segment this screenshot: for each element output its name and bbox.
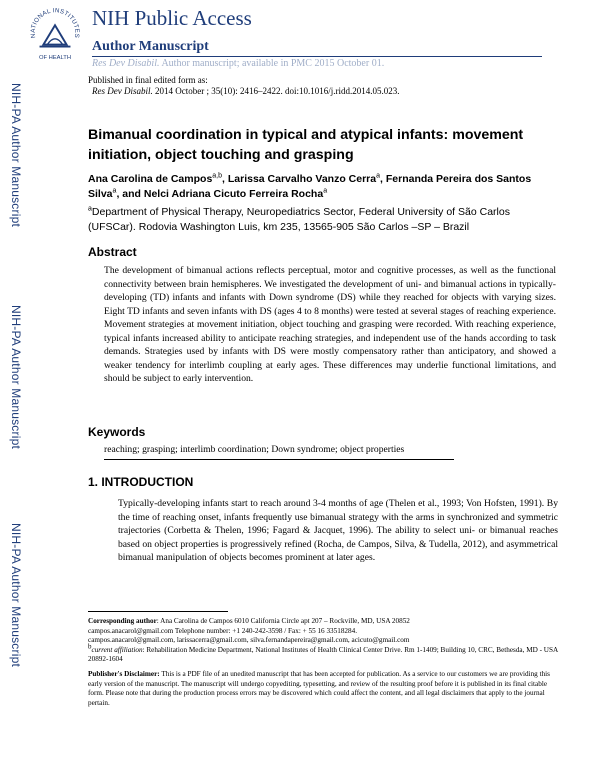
current-affiliation-label: current affiliation — [91, 645, 143, 654]
footnotes — [88, 617, 560, 665]
author-sup: a — [376, 172, 381, 180]
published-label: Published in final edited form as: — [88, 75, 208, 85]
email-line: campos.anacarol@gmail.com, larissacerra@gmail.com, silva.fernandapereira@gmail.com, acicuto@gmail.com — [88, 636, 410, 645]
pmc-availability-line — [92, 58, 384, 69]
svg-text:NATIONAL INSTITUTES: NATIONAL INSTITUTES — [29, 7, 81, 39]
intro-heading: 1. INTRODUCTION — [88, 475, 194, 489]
intro-text: Typically-developing infants start to reach around 3-4 months of age (Thelen et al., 1993; Von Hofsten, 1991). By the time of reaching onset, infants frequently use bimanual strategy with the arms in synchronized and symmetric trajectories (Corbetta & Thelen, 1996; Fagard & Jacquet, 1996). The ability to select uni- or bimanual reaches based on object properties is progressively refined (Rocha, de Campos, Silva, & Tudella, 2012), and asymmetrical bimanual manipulation of objects becomes prominent at later ages. — [118, 498, 558, 563]
footnote-divider — [88, 611, 228, 612]
author-separator: , — [380, 173, 386, 185]
side-label-bottom — [4, 500, 28, 690]
pmc-availability-text: Author manuscript; available in PMC 2015 October 01. — [159, 58, 385, 69]
publisher-disclaimer — [88, 670, 560, 708]
abstract-text: The development of bimanual actions reflects perceptual, motor and cognitive processes, as well as the functional connectivity between brain hemispheres. We investigated the development of uni- and bimanual actions in typically-developing (TD) infants and infants with Down syndrome (DS) while they reached for objects with varying sizes. Eight TD infants and seven infants with DS (ages 4 to 8 months) were tested at several stages of reaching experience. Movement strategies at movement initiation, object touching and grasping were recorded. With reaching experience, typical infants increased ability to anticipate reaching strategies, and independent use of the hands according to task demands. Strategies used by infants with DS were mostly compensatory rather than anticipatory, and showed a weaker tendency for interlimb coupling at early ages. These differences may underlie functional limitations, and should be subject to early intervention. — [104, 265, 556, 384]
author-name: Larissa Carvalho Vanzo Cerra — [227, 173, 377, 185]
disclaimer-text: This is a PDF file of an unedited manuscript that has been accepted for publication. As a service to our customers we are providing this early version of the manuscript. The manuscript will undergo copyediting, typesetting, and review of the resulting proof before it is published in its final citable form. Please note that during the production process errors may be discovered which could affect the content, and all legal disclaimers that apply to the journal pertain. — [88, 670, 550, 707]
affiliation-sup: a — [88, 205, 92, 213]
keywords-divider — [104, 459, 454, 460]
corresponding-author-address: : Ana Carolina de Campos 6010 California Circle apt 207 – Rockville, MD, USA 20852 — [156, 617, 410, 625]
nih-seal-logo — [26, 4, 84, 62]
side-label-text: NIH-PA Author Manuscript — [9, 305, 23, 449]
contact-line: campos.anacarol@gmail.com Telephone number: +1 240-242-3598 / Fax: + 55 16 33518284. — [88, 626, 357, 635]
author-separator: , and — [116, 188, 144, 200]
abstract-heading: Abstract — [88, 245, 137, 259]
publication-info — [88, 75, 399, 97]
author-name: Ana Carolina de Campos — [88, 173, 213, 185]
article-title: Bimanual coordination in typical and atypical infants: movement initiation, object touching and grasping — [88, 127, 524, 163]
author-name: Fernanda Pereira dos Santos Silva — [88, 173, 532, 200]
corresponding-author — [88, 617, 560, 627]
author-separator: , — [222, 173, 228, 185]
pmc-journal-name: Res Dev Disabil. — [92, 58, 160, 69]
affiliation — [88, 205, 558, 235]
author-name: Nelci Adriana Cicuto Ferreira Rocha — [143, 188, 324, 200]
author-sup: a,b — [212, 172, 223, 180]
affiliation-text: Department of Physical Therapy, Neuropediatrics Sector, Federal University of São Carlos (UFSCar). Rodovia Washington Luis, km 235, 13565-905 São Carlos –SP – Brazil — [88, 206, 510, 233]
corresponding-author-label: Corresponding author — [88, 617, 157, 625]
author-sup: a — [323, 187, 328, 195]
current-affiliation-text: : Rehabilitation Medicine Department, National Institutes of Health Clinical Center Drive. Rm 1-1409; Building 10, CRC, Bethesda, MD - USA 20892-1604 — [88, 645, 558, 664]
citation-journal: Res Dev Disabil. — [92, 86, 153, 96]
keywords-text: reaching; grasping; interlimb coordination; Down syndrome; object properties — [104, 444, 405, 455]
author-list — [88, 172, 558, 202]
citation-line — [88, 86, 399, 97]
citation-details: 2014 October ; 35(10): 2416–2422. doi:10.1016/j.ridd.2014.05.023. — [152, 86, 400, 96]
side-label-text: NIH-PA Author Manuscript — [9, 523, 23, 667]
current-affiliation-sup: b — [88, 642, 92, 651]
side-label-text: NIH-PA Author Manuscript — [9, 83, 23, 227]
current-affiliation — [88, 642, 560, 665]
author-sup: a — [112, 187, 117, 195]
svg-text:OF HEALTH: OF HEALTH — [38, 55, 72, 62]
side-label-middle — [4, 282, 28, 472]
keywords-heading: Keywords — [88, 425, 146, 439]
disclaimer-label: Publisher's Disclaimer: — [88, 670, 160, 678]
side-label-top — [4, 60, 28, 250]
author-manuscript-label: Author Manuscript — [92, 39, 209, 54]
header-divider — [92, 56, 542, 57]
nih-public-access-title: NIH Public Access — [92, 6, 252, 30]
